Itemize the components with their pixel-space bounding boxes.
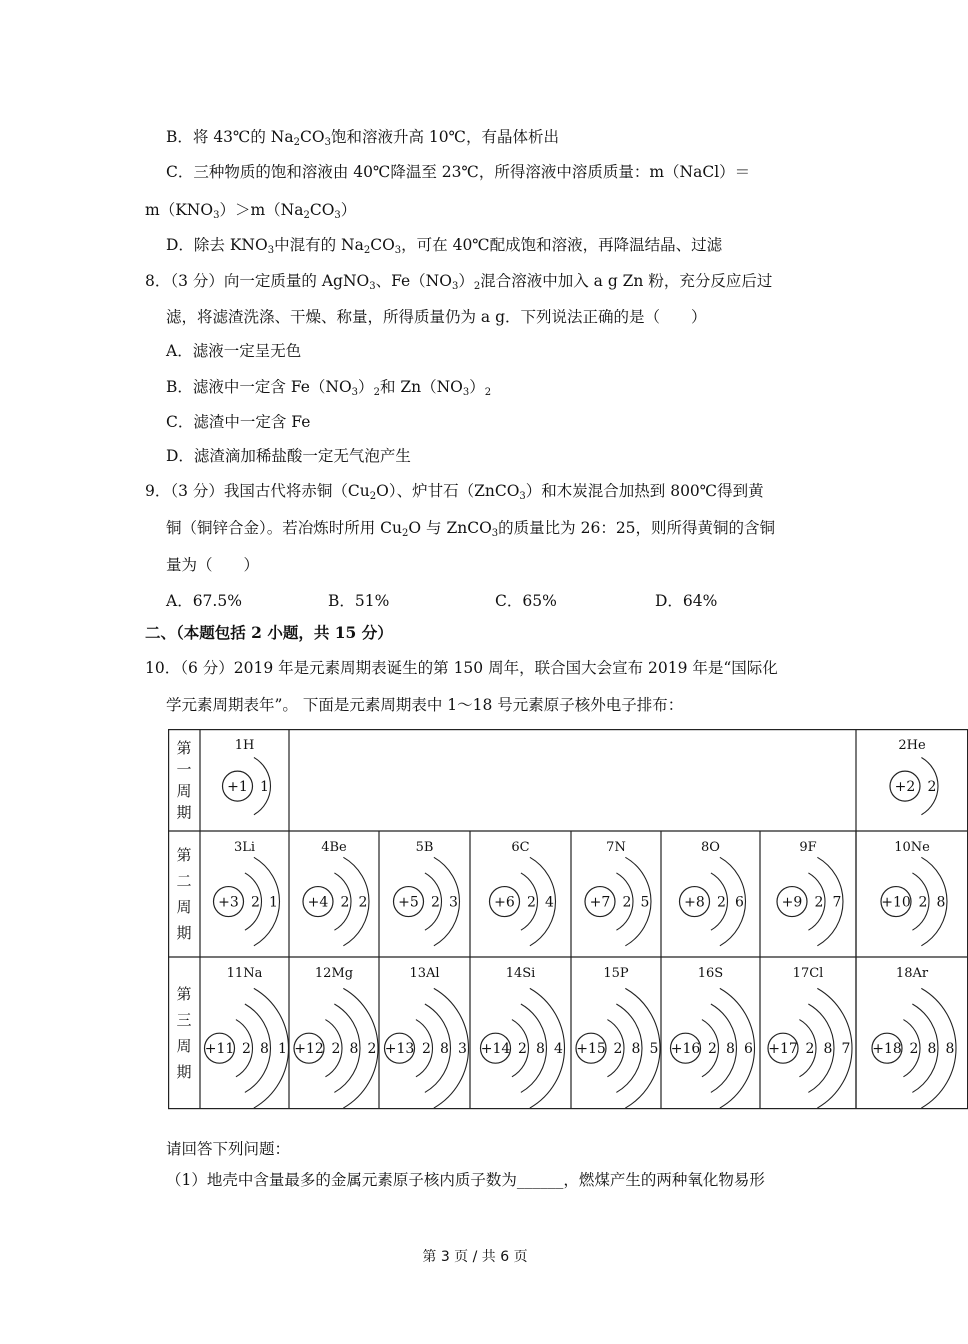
shell-electron-count: 8 xyxy=(349,1041,359,1058)
nucleus-charge: +12 xyxy=(294,1041,324,1058)
element-label: 9F xyxy=(799,840,817,855)
nucleus-charge: +10 xyxy=(881,894,911,911)
subscript: 2 xyxy=(473,281,481,292)
shell-electron-count: 1 xyxy=(260,779,269,796)
shell-electron-count: 7 xyxy=(841,1041,851,1058)
subscript: 3 xyxy=(519,491,526,502)
q9-stem-line3: 量为（ ） xyxy=(166,556,260,574)
period-label-char: 二 xyxy=(176,872,192,890)
element-label: 3Li xyxy=(233,840,256,855)
shell-electron-count: 8 xyxy=(631,1041,641,1058)
shell-electron-count: 1 xyxy=(269,894,278,911)
shell-electron-count: 4 xyxy=(545,894,554,911)
q9-stem-line1: 9．（3 分）我国古代将赤铜$(Cu_2O)$、炉甘石（ZnCO$_3$）和木炭混合加热到 800℃得到黄 xyxy=(145,482,764,502)
q8-option-b: B．滤液中一定含 $Fe(NO_3)_2$和 $Zn(NO_3)_2$ xyxy=(166,378,492,398)
nucleus-charge: +4 xyxy=(307,894,329,911)
nucleus-charge: +5 xyxy=(398,894,419,911)
q8-stem-line1: 8．（3 分）向一定质量的 AgNO$_3$、$Fe(NO_3)_2$混合溶液中加入 a g Zn 粉，充分反应后过 xyxy=(145,272,773,292)
page-footer: 第 3 页 / 共 6 页 xyxy=(422,1249,528,1265)
shell-electron-count: 8 xyxy=(440,1041,449,1058)
nucleus-charge: +2 xyxy=(894,779,916,796)
subscript: 3 xyxy=(491,528,499,539)
q9-option-c: C．65% xyxy=(495,592,557,610)
shell-electron-count: 2 xyxy=(340,894,350,911)
q7-option-d: D．除去 $KNO_3$中混有的 $Na_2CO_3$，可在 40℃配成饱和溶液，再降温结晶、过滤 xyxy=(166,236,723,256)
subscript: 2 xyxy=(363,245,371,256)
shell-electron-count: 2 xyxy=(814,894,824,911)
element-label: 16S xyxy=(697,966,724,981)
q8-option-c: C．滤渣中一定含 Fe xyxy=(166,413,311,431)
shell-electron-count: 6 xyxy=(744,1041,753,1058)
period-label-char: 第 xyxy=(176,846,192,864)
shell-electron-count: 8 xyxy=(936,894,946,911)
shell-electron-count: 6 xyxy=(735,894,744,911)
shell-electron-count: 8 xyxy=(536,1041,545,1058)
period-label-char: 周 xyxy=(176,1037,192,1055)
q8-option-d: D．滤渣滴加稀盐酸一定无气泡产生 xyxy=(166,447,411,465)
shell-electron-count: 1 xyxy=(278,1041,287,1058)
subscript: 3 xyxy=(351,387,359,398)
shell-electron-count: 8 xyxy=(726,1041,735,1058)
element-label: 10Ne xyxy=(894,840,930,855)
nucleus-charge: +9 xyxy=(781,894,803,911)
subscript: 3 xyxy=(213,210,220,221)
shell-electron-count: 2 xyxy=(717,894,726,911)
q7-option-c-line2: $m(KNO_3)>m(Na_2CO_3)$ xyxy=(145,201,357,221)
shell-electron-count: 2 xyxy=(518,1041,527,1058)
shell-electron-count: 2 xyxy=(613,1041,623,1058)
q9-stem-line2: 铜（铜锌合金）。若冶炼时所用 $Cu_2O$ 与 ZnCO$_3$的质量比为 26：25，则所得黄铜的含铜 xyxy=(166,519,776,539)
q9-option-a: A．67.5% xyxy=(166,592,242,610)
q8-option-a: A．滤液一定呈无色 xyxy=(166,342,302,360)
element-label: 15P xyxy=(603,966,629,981)
nucleus-charge: +15 xyxy=(576,1041,606,1058)
period-label-char: 周 xyxy=(176,781,192,800)
q10-prompt: 请回答下列问题： xyxy=(166,1140,291,1158)
q10-stem-line1: 10．（6 分）2019 年是元素周期表诞生的第 150 周年，联合国大会宣布 2019 年是“国际化 xyxy=(145,659,778,677)
shell-electron-count: 2 xyxy=(622,894,632,911)
shell-electron-count: 2 xyxy=(358,894,368,911)
element-label: 11Na xyxy=(226,966,263,981)
nucleus-charge: +13 xyxy=(384,1041,415,1058)
element-label: 6C xyxy=(511,840,530,855)
element-label: 17Cl xyxy=(792,966,824,981)
period-label-char: 三 xyxy=(176,1011,192,1029)
element-label: 8O xyxy=(701,840,720,855)
shell-electron-count: 2 xyxy=(367,1041,377,1058)
subscript: 3 xyxy=(324,137,331,148)
element-label: 4Be xyxy=(321,840,347,855)
nucleus-charge: +14 xyxy=(480,1041,511,1058)
shell-electron-count: 8 xyxy=(927,1041,937,1058)
shell-electron-count: 3 xyxy=(449,894,458,911)
shell-electron-count: 2 xyxy=(242,1041,251,1058)
shell-electron-count: 3 xyxy=(458,1041,467,1058)
nucleus-charge: +3 xyxy=(218,894,239,911)
period-label-char: 期 xyxy=(176,1063,192,1081)
period-label-char: 第 xyxy=(176,738,192,757)
element-label: 12Mg xyxy=(314,966,354,981)
shell-electron-count: 4 xyxy=(554,1041,563,1058)
subscript: 2 xyxy=(484,387,492,398)
q7-option-c-line1: C．三种物质的饱和溶液由 40℃降温至 23℃，所得溶液中溶质质量：m（NaCl）＝ xyxy=(166,163,751,181)
electron-configuration-table xyxy=(168,729,968,1109)
element-label: 1H xyxy=(234,738,255,753)
element-label: 5B xyxy=(415,840,434,855)
q7-option-b: B．将 43℃的 $Na_2CO_3$饱和溶液升高 10℃，有晶体析出 xyxy=(166,128,559,148)
subscript: 2 xyxy=(373,387,380,398)
element-label: 7N xyxy=(606,840,626,855)
shell-electron-count: 2 xyxy=(422,1041,431,1058)
subscript: 3 xyxy=(334,210,341,221)
nucleus-charge: +16 xyxy=(670,1041,701,1058)
shell-electron-count: 5 xyxy=(649,1041,659,1058)
nucleus-charge: +6 xyxy=(494,894,515,911)
q8-stem-line2: 滤，将滤渣洗涤、干燥、称量，所得质量仍为 a g．下列说法正确的是（ ） xyxy=(166,308,707,326)
shell-electron-count: 5 xyxy=(640,894,650,911)
nucleus-charge: +8 xyxy=(684,894,705,911)
element-label: 14Si xyxy=(505,966,536,981)
subscript: 2 xyxy=(303,210,310,221)
shell-electron-count: 2 xyxy=(708,1041,717,1058)
nucleus-charge: +1 xyxy=(227,779,248,796)
shell-electron-count: 2 xyxy=(431,894,440,911)
shell-electron-count: 8 xyxy=(260,1041,269,1058)
section-heading: 二、（本题包括 2 小题，共 15 分） xyxy=(145,623,393,642)
period-label-char: 周 xyxy=(176,898,192,916)
nucleus-charge: +18 xyxy=(872,1041,902,1058)
element-label: 13Al xyxy=(409,966,440,981)
element-label: 2He xyxy=(898,738,926,753)
subscript: 3 xyxy=(394,245,402,256)
subscript: 2 xyxy=(293,137,300,148)
shell-electron-count: 8 xyxy=(945,1041,955,1058)
shell-electron-count: 8 xyxy=(823,1041,833,1058)
period-label-char: 一 xyxy=(176,760,192,779)
nucleus-charge: +7 xyxy=(589,894,611,911)
shell-electron-count: 2 xyxy=(331,1041,341,1058)
shell-electron-count: 2 xyxy=(918,894,928,911)
period-label-char: 期 xyxy=(176,803,192,822)
shell-electron-count: 2 xyxy=(927,779,937,796)
shell-electron-count: 7 xyxy=(832,894,842,911)
element-label: 18Ar xyxy=(895,966,929,981)
q9-option-d: D．64% xyxy=(655,592,718,610)
shell-electron-count: 2 xyxy=(805,1041,815,1058)
subscript: 2 xyxy=(402,528,409,539)
shell-electron-count: 2 xyxy=(909,1041,919,1058)
q10-stem-line2: 学元素周期表年”。 下面是元素周期表中 1～18 号元素原子核外电子排布： xyxy=(166,696,684,714)
period-label-char: 期 xyxy=(176,924,192,942)
subscript: 3 xyxy=(462,387,470,398)
subscript: 3 xyxy=(451,281,459,292)
nucleus-charge: +17 xyxy=(768,1041,798,1058)
q9-option-b: B．51% xyxy=(328,592,390,610)
nucleus-charge: +11 xyxy=(204,1041,235,1058)
q10-subquestion-1: （1）地壳中含量最多的金属元素原子核内质子数为______，燃煤产生的两种氧化物易形 xyxy=(166,1171,765,1189)
subscript: 3 xyxy=(369,281,376,292)
subscript: 2 xyxy=(369,491,377,502)
shell-electron-count: 2 xyxy=(527,894,536,911)
subscript: 3 xyxy=(267,245,275,256)
shell-electron-count: 2 xyxy=(251,894,260,911)
period-label-char: 第 xyxy=(176,985,192,1003)
